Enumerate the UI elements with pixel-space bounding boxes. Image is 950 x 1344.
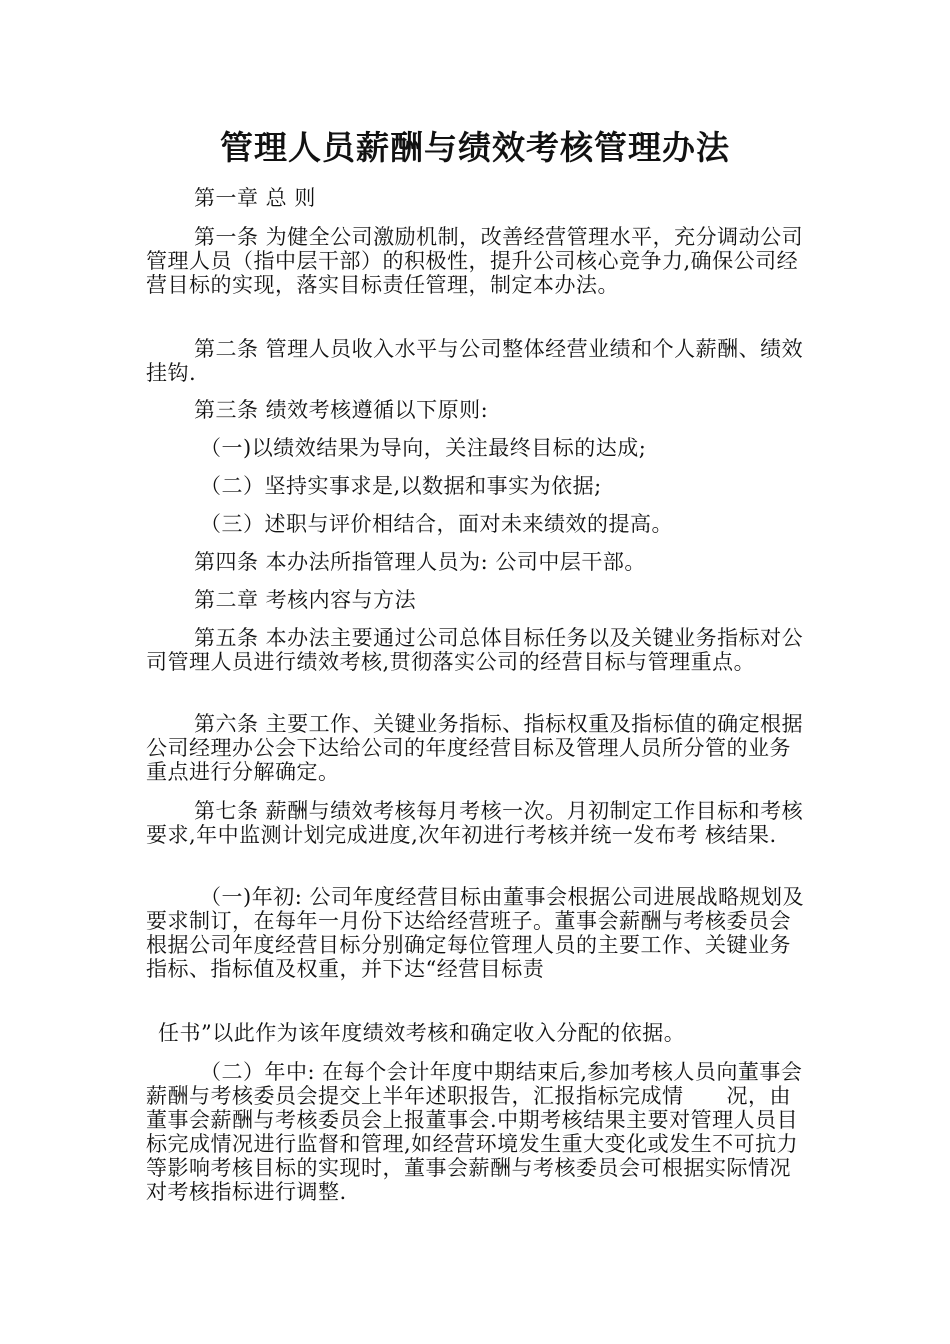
- article-4: [146, 550, 810, 574]
- chapter-heading: 第一章 总 则: [194, 186, 316, 210]
- article-3-item-3: [146, 512, 810, 536]
- list-item: （一)以绩效结果为导向，关注最终目标的达成;: [200, 436, 647, 460]
- article-text: 第五条 本办法主要通过公司总体目标任务以及关键业务指标对公司管理人员进行绩效考核,贯彻落实公司的经营目标与管理重点。: [146, 626, 804, 674]
- list-item: （二）年中: 在每个会计年度中期结束后,参加考核人员向董事会薪酬与考核委员会提交上半年述职报告，汇报指标完成情 况，由董事会薪酬与考核委员会上报董事会.中期考核结果主要对管理人员目标完成情况进行监督和管理,如经营环境发生重大变化或发生不可抗力等影响考核目标的实现时，董事会薪酬与考核委员会可根据实际情况对考核指标进行调整.: [146, 1060, 803, 1204]
- article-text: 第六条 主要工作、关键业务指标、指标权重及指标值的确定根据公司经理办公会下达给公司的年度经营目标及管理人员所分管的业务重点进行分解确定。: [146, 712, 804, 784]
- chapter-heading: 第二章 考核内容与方法: [194, 588, 417, 612]
- article-3-item-2: [146, 474, 810, 498]
- article-text: 第四条 本办法所指管理人员为: 公司中层干部。: [194, 550, 646, 574]
- article-text: 第七条 薪酬与绩效考核每月考核一次。月初制定工作目标和考核要求,年中监测计划完成进度,次年初进行考核并统一发布考 核结果.: [146, 799, 804, 847]
- article-text: 第二条 管理人员收入水平与公司整体经营业绩和个人薪酬、绩效挂钩.: [146, 337, 804, 385]
- article-5: [146, 626, 810, 674]
- chapter-2-heading: [146, 588, 810, 612]
- article-7-item-2: [146, 1060, 810, 1204]
- list-item: （一)年初: 公司年度经营目标由董事会根据公司进展战略规划及要求制订，在每年一月份下达给经营班子。董事会薪酬与考核委员会根据公司年度经营目标分别确定每位管理人员的主要工作、关键业务指标、指标值及权重，并下达“经营目标责: [146, 885, 804, 981]
- article-text: 第三条 绩效考核遵循以下原则:: [194, 398, 489, 422]
- article-7-item-1-continued: [146, 1021, 810, 1045]
- article-3-item-1: [146, 436, 810, 460]
- chapter-1-heading: [146, 186, 810, 210]
- list-item-continuation: 任书”以此作为该年度绩效考核和确定收入分配的依据。: [158, 1021, 686, 1045]
- list-item: （三）述职与评价相结合，面对未来绩效的提高。: [200, 512, 673, 536]
- article-6: [146, 712, 810, 784]
- article-3: [146, 398, 810, 422]
- article-1: [146, 225, 810, 297]
- document-title: 管理人员薪酬与绩效考核管理办法: [220, 128, 730, 167]
- article-text: 第一条 为健全公司激励机制，改善经营管理水平，充分调动公司管理人员（指中层干部）的积极性，提升公司核心竞争力,确保公司经营目标的实现，落实目标责任管理，制定本办法。: [146, 225, 804, 297]
- article-7-item-1: [146, 885, 810, 981]
- list-item: （二）坚持实事求是,以数据和事实为依据;: [200, 474, 602, 498]
- article-2: [146, 337, 810, 385]
- article-7: [146, 799, 810, 847]
